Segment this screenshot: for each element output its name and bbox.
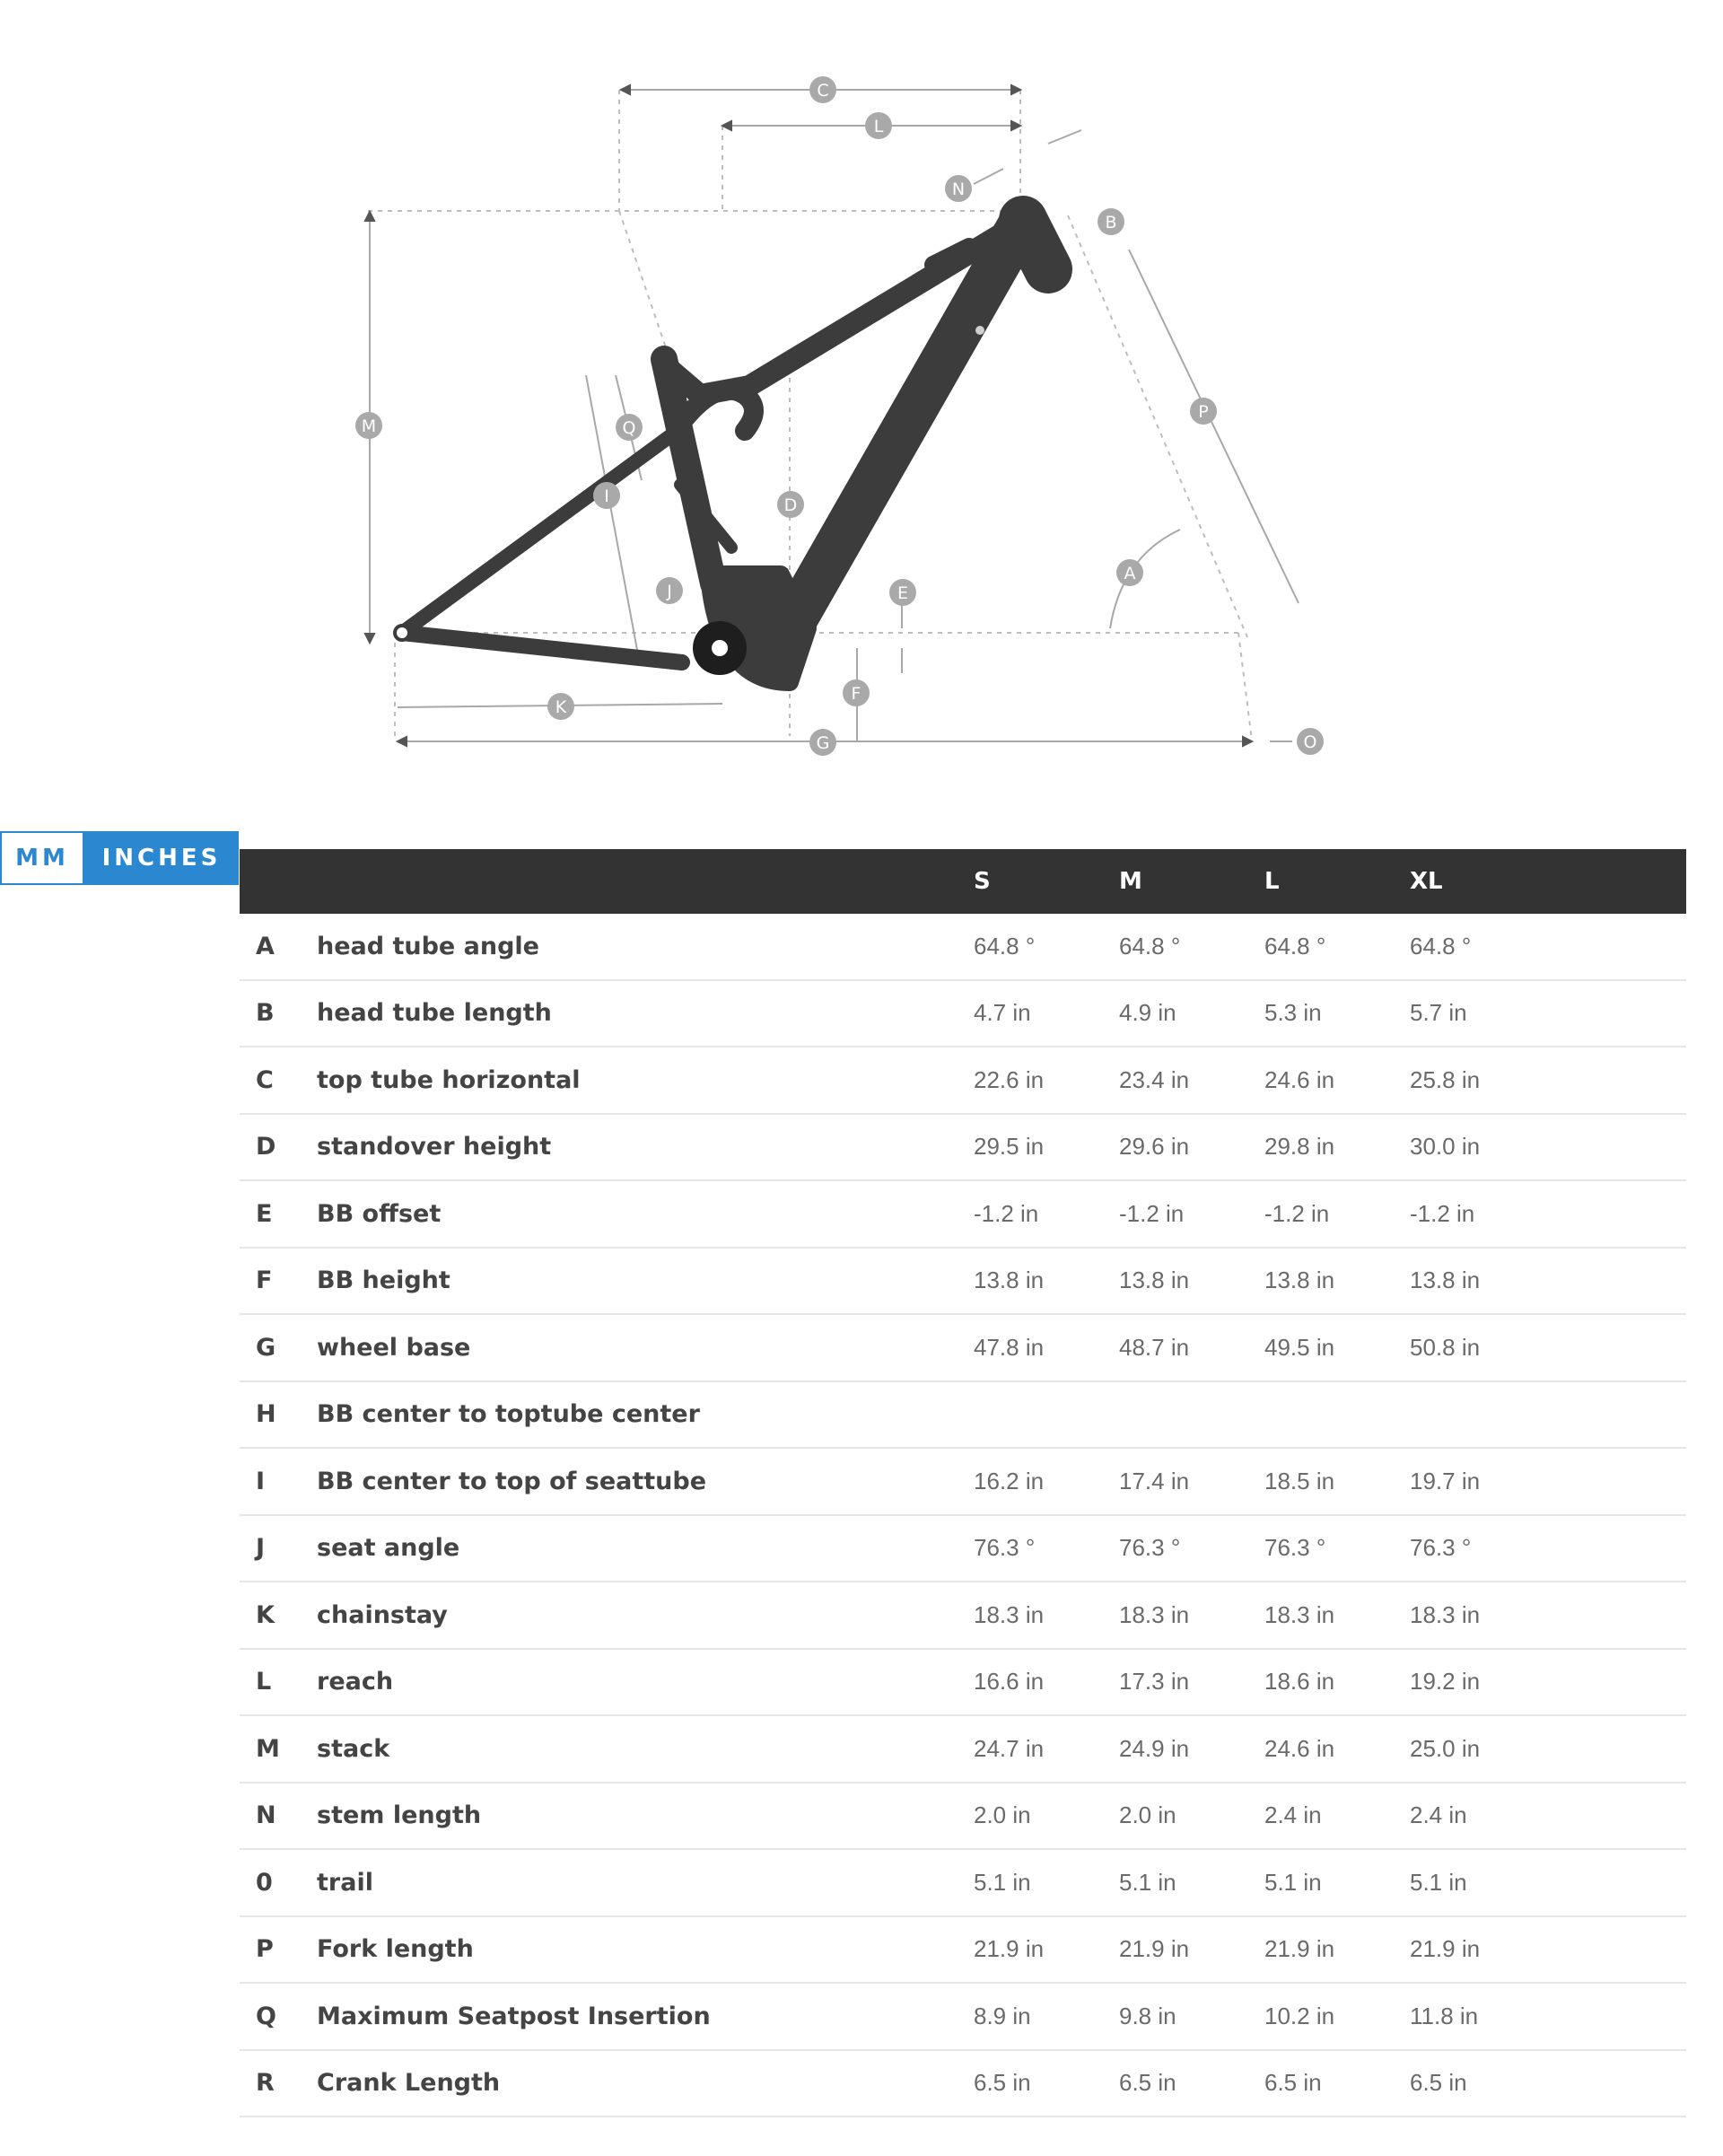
- row-value: 5.1 in: [1119, 1868, 1176, 1896]
- row-value: 21.9 in: [974, 1935, 1045, 1963]
- row-value: 18.6 in: [1264, 1668, 1335, 1696]
- table-row: [240, 1382, 1686, 1450]
- row-value: -1.2 in: [1410, 1199, 1475, 1227]
- row-letter: E: [256, 1199, 273, 1228]
- geometry-diagram: [0, 0, 1723, 790]
- row-value: 5.3 in: [1264, 999, 1322, 1027]
- frame-drawing: [0, 0, 1723, 790]
- diagram-marker-n: [945, 175, 972, 202]
- table-row: [240, 1784, 1686, 1851]
- row-letter: P: [256, 1935, 274, 1964]
- row-measurement-name: standover height: [317, 1133, 552, 1161]
- row-letter: A: [256, 932, 275, 960]
- svg-text:A: A: [1124, 564, 1136, 583]
- row-letter: 0: [256, 1868, 273, 1897]
- row-value: 5.1 in: [1410, 1868, 1467, 1896]
- table-row: [240, 1449, 1686, 1516]
- row-value: 21.9 in: [1119, 1935, 1190, 1963]
- table-row: [240, 1047, 1686, 1115]
- table-row: [240, 1249, 1686, 1316]
- table-body: [240, 914, 1686, 2117]
- row-letter: F: [256, 1266, 273, 1295]
- svg-text:C: C: [817, 81, 829, 101]
- row-value: 21.9 in: [1410, 1935, 1481, 1963]
- diagram-marker-a: [1116, 559, 1143, 586]
- diagram-marker-p: [1190, 398, 1217, 425]
- inches-unit-button[interactable]: INCHES: [84, 831, 239, 885]
- row-value: 64.8 °: [1119, 932, 1181, 960]
- row-value: 5.1 in: [1264, 1868, 1322, 1896]
- row-value: 17.4 in: [1119, 1467, 1190, 1494]
- row-value: 76.3 °: [1119, 1534, 1181, 1562]
- row-value: 50.8 in: [1410, 1333, 1481, 1361]
- row-measurement-name: seat angle: [317, 1534, 460, 1563]
- row-value: 2.0 in: [1119, 1801, 1176, 1829]
- svg-text:E: E: [896, 583, 909, 603]
- diagram-marker-b: [1098, 208, 1124, 235]
- row-letter: L: [256, 1668, 272, 1696]
- row-letter: B: [256, 999, 275, 1028]
- svg-text:J: J: [667, 582, 672, 601]
- table-row: [240, 1516, 1686, 1583]
- diagram-marker-m: [355, 412, 382, 439]
- size-header-m: M: [1119, 868, 1142, 895]
- row-value: 49.5 in: [1264, 1333, 1335, 1361]
- row-value: 76.3 °: [1410, 1534, 1472, 1562]
- row-measurement-name: reach: [317, 1668, 394, 1696]
- row-measurement-name: BB center to top of seattube: [317, 1467, 707, 1495]
- row-measurement-name: BB offset: [317, 1199, 442, 1228]
- row-value: 4.7 in: [974, 999, 1031, 1027]
- row-value: 22.6 in: [974, 1065, 1045, 1093]
- row-measurement-name: chainstay: [317, 1600, 448, 1629]
- svg-text:Q: Q: [622, 418, 636, 438]
- row-value: 2.4 in: [1264, 1801, 1322, 1829]
- svg-text:G: G: [816, 733, 830, 753]
- row-measurement-name: Crank Length: [317, 2069, 501, 2098]
- row-value: 24.7 in: [974, 1734, 1045, 1762]
- row-value: 6.5 in: [974, 2069, 1031, 2097]
- row-value: 8.9 in: [974, 2002, 1031, 2029]
- row-value: -1.2 in: [974, 1199, 1039, 1227]
- row-letter: M: [256, 1734, 280, 1763]
- size-header-xl: XL: [1410, 868, 1443, 895]
- row-value: 13.8 in: [974, 1266, 1045, 1294]
- row-measurement-name: BB center to toptube center: [317, 1400, 700, 1429]
- row-value: 5.7 in: [1410, 999, 1467, 1027]
- svg-text:O: O: [1303, 732, 1317, 752]
- geometry-table: [240, 849, 1686, 2117]
- row-letter: K: [256, 1600, 275, 1629]
- row-value: 21.9 in: [1264, 1935, 1335, 1963]
- row-value: 29.6 in: [1119, 1133, 1190, 1161]
- row-value: 2.4 in: [1410, 1801, 1467, 1829]
- row-letter: C: [256, 1065, 274, 1094]
- diagram-marker-l: [865, 112, 892, 139]
- row-value: 64.8 °: [974, 932, 1036, 960]
- svg-text:L: L: [873, 117, 884, 136]
- row-value: 9.8 in: [1119, 2002, 1176, 2029]
- row-letter: J: [256, 1534, 266, 1563]
- row-measurement-name: wheel base: [317, 1333, 471, 1362]
- svg-text:D: D: [783, 495, 798, 515]
- svg-text:N: N: [951, 180, 966, 199]
- table-row: [240, 1582, 1686, 1650]
- diagram-marker-o: [1297, 728, 1324, 755]
- svg-text:B: B: [1105, 213, 1117, 232]
- table-row: [240, 981, 1686, 1048]
- row-measurement-name: stack: [317, 1734, 390, 1763]
- row-value: 47.8 in: [974, 1333, 1045, 1361]
- row-value: 13.8 in: [1264, 1266, 1335, 1294]
- row-value: 30.0 in: [1410, 1133, 1481, 1161]
- row-value: 24.6 in: [1264, 1734, 1335, 1762]
- row-measurement-name: BB height: [317, 1266, 450, 1295]
- row-value: 18.3 in: [1119, 1600, 1190, 1628]
- row-letter: G: [256, 1333, 276, 1362]
- size-header-l: L: [1264, 868, 1280, 895]
- row-value: 18.3 in: [1264, 1600, 1335, 1628]
- diagram-marker-f: [843, 679, 870, 706]
- row-value: 76.3 °: [974, 1534, 1036, 1562]
- row-value: 76.3 °: [1264, 1534, 1326, 1562]
- table-row: [240, 1850, 1686, 1917]
- diagram-marker-j: [656, 577, 683, 604]
- table-header: [240, 849, 1686, 914]
- diagram-marker-g: [809, 729, 836, 756]
- row-letter: I: [256, 1467, 266, 1495]
- row-value: 48.7 in: [1119, 1333, 1190, 1361]
- row-measurement-name: stem length: [317, 1801, 482, 1830]
- row-letter: H: [256, 1400, 276, 1429]
- row-value: 4.9 in: [1119, 999, 1176, 1027]
- svg-text:I: I: [604, 486, 609, 506]
- row-value: 18.5 in: [1264, 1467, 1335, 1494]
- row-value: 64.8 °: [1264, 932, 1326, 960]
- row-measurement-name: trail: [317, 1868, 373, 1897]
- row-measurement-name: top tube horizontal: [317, 1065, 581, 1094]
- row-value: 16.2 in: [974, 1467, 1045, 1494]
- svg-text:P: P: [1198, 402, 1209, 422]
- row-value: 17.3 in: [1119, 1668, 1190, 1696]
- row-measurement-name: Fork length: [317, 1935, 474, 1964]
- row-value: 18.3 in: [974, 1600, 1045, 1628]
- row-value: 24.9 in: [1119, 1734, 1190, 1762]
- diagram-marker-c: [809, 76, 836, 103]
- row-letter: N: [256, 1801, 276, 1830]
- size-header-s: S: [974, 868, 991, 895]
- row-measurement-name: Maximum Seatpost Insertion: [317, 2002, 711, 2030]
- table-row: [240, 1917, 1686, 1985]
- row-value: 13.8 in: [1410, 1266, 1481, 1294]
- row-value: 13.8 in: [1119, 1266, 1190, 1294]
- row-measurement-name: head tube angle: [317, 932, 539, 960]
- table-row: [240, 1115, 1686, 1182]
- table-row: [240, 2051, 1686, 2118]
- table-row: [240, 914, 1686, 981]
- row-value: 29.8 in: [1264, 1133, 1335, 1161]
- row-value: 11.8 in: [1410, 2002, 1479, 2029]
- unit-toggle: [0, 831, 239, 885]
- row-value: 64.8 °: [1410, 932, 1472, 960]
- row-value: 29.5 in: [974, 1133, 1045, 1161]
- row-value: 16.6 in: [974, 1668, 1045, 1696]
- table-row: [240, 1181, 1686, 1249]
- row-value: -1.2 in: [1119, 1199, 1185, 1227]
- row-value: 18.3 in: [1410, 1600, 1481, 1628]
- row-value: 25.0 in: [1410, 1734, 1481, 1762]
- diagram-marker-e: [889, 579, 916, 606]
- table-row: [240, 1315, 1686, 1382]
- svg-text:M: M: [361, 416, 377, 436]
- row-value: -1.2 in: [1264, 1199, 1330, 1227]
- row-value: 6.5 in: [1410, 2069, 1467, 2097]
- mm-unit-button[interactable]: MM: [0, 831, 84, 885]
- table-row: [240, 1716, 1686, 1784]
- row-value: 10.2 in: [1264, 2002, 1335, 2029]
- row-value: 19.2 in: [1410, 1668, 1481, 1696]
- row-letter: D: [256, 1133, 276, 1161]
- row-measurement-name: head tube length: [317, 999, 552, 1028]
- row-letter: R: [256, 2069, 275, 2098]
- row-value: 23.4 in: [1119, 1065, 1190, 1093]
- table-row: [240, 1650, 1686, 1717]
- diagram-marker-d: [777, 491, 804, 518]
- row-value: 6.5 in: [1119, 2069, 1176, 2097]
- row-value: 2.0 in: [974, 1801, 1031, 1829]
- row-value: 6.5 in: [1264, 2069, 1322, 2097]
- row-letter: Q: [256, 2002, 276, 2030]
- table-row: [240, 1984, 1686, 2051]
- row-value: 5.1 in: [974, 1868, 1031, 1896]
- svg-text:K: K: [555, 697, 567, 717]
- diagram-marker-i: [593, 482, 620, 509]
- row-value: 25.8 in: [1410, 1065, 1481, 1093]
- row-value: 24.6 in: [1264, 1065, 1335, 1093]
- row-value: 19.7 in: [1410, 1467, 1481, 1494]
- svg-text:F: F: [851, 684, 862, 704]
- diagram-marker-q: [616, 414, 643, 441]
- diagram-marker-k: [547, 693, 574, 720]
